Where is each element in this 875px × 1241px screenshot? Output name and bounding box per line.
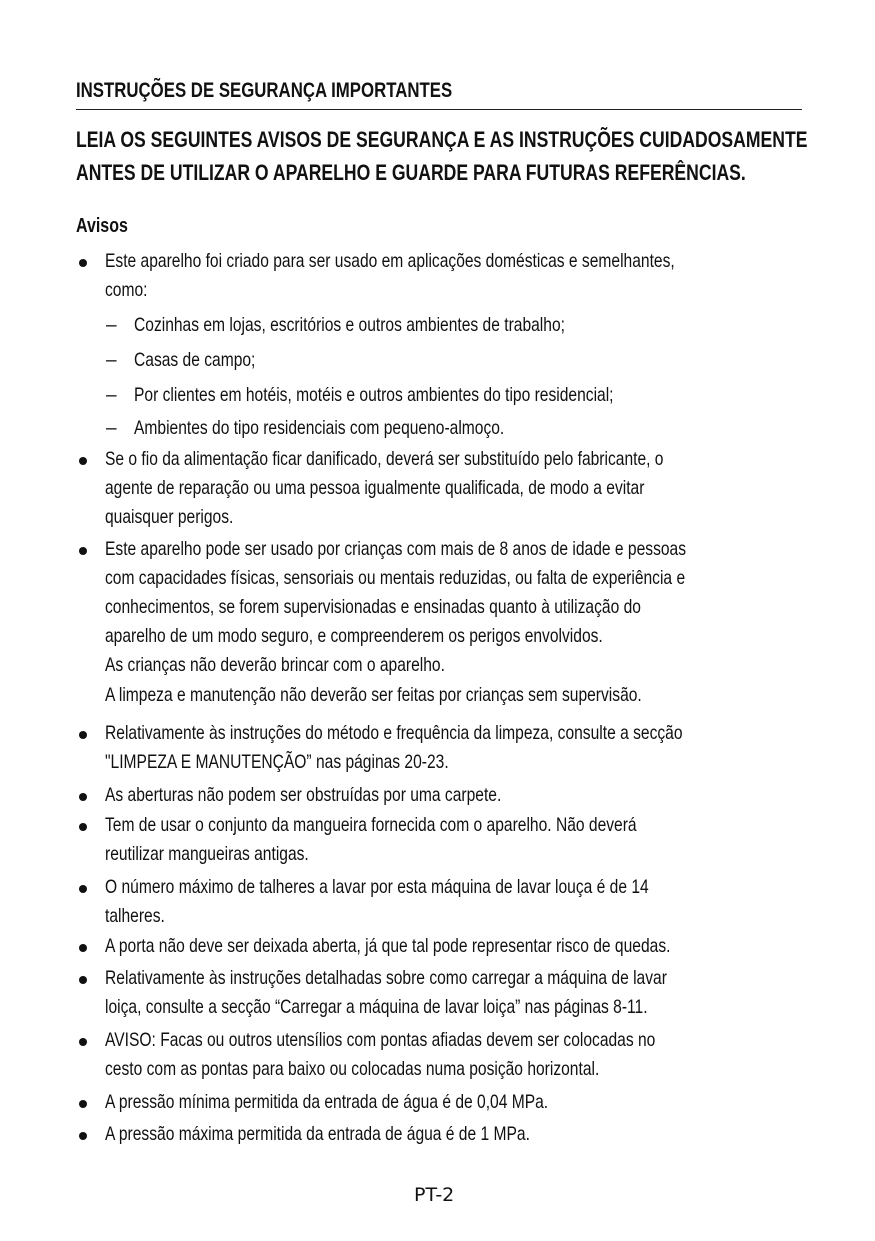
list-item-line: As aberturas não podem ser obstruídas por uma carpete. [105,784,502,806]
page-title: INSTRUÇÕES DE SEGURANÇA IMPORTANTES [76,79,453,102]
intro-line: LEIA OS SEGUINTES AVISOS DE SEGURANÇA E AS INSTRUÇÕES CUIDADOSAMENTE [76,127,808,152]
list-item-line: A porta não deve ser deixada aberta, já que tal pode representar risco de quedas. [105,935,671,957]
bullet-icon [79,793,87,801]
list-item-line: agente de reparação ou uma pessoa igualmente qualificada, de modo a evitar [105,477,645,499]
dash-icon: – [106,418,117,439]
bullet-icon [79,944,87,952]
list-item-line: Relativamente às instruções do método e frequência da limpeza, consulte a secção [105,722,683,744]
dash-icon: – [106,350,117,371]
list-item-line: Relativamente às instruções detalhadas sobre como carregar a máquina de lavar [105,967,667,989]
list-item-line: AVISO: Facas ou outros utensílios com pontas afiadas devem ser colocadas no [105,1029,656,1051]
bullet-icon [79,259,87,267]
bullet-icon [79,823,87,831]
bullet-icon [79,885,87,893]
list-item-line: conhecimentos, se forem supervisionadas e ensinadas quanto à utilização do [105,596,641,618]
page-number: PT-2 [414,1184,455,1206]
list-item-line: Este aparelho foi criado para ser usado em aplicações domésticas e semelhantes, [105,250,675,272]
list-item-line: reutilizar mangueiras antigas. [105,843,309,865]
title-divider [76,109,802,110]
bullet-icon [79,1132,87,1140]
bullet-icon [79,457,87,465]
section-heading: Avisos [76,215,128,237]
dash-icon: – [106,315,117,336]
bullet-icon [79,547,87,555]
list-item-line: talheres. [105,905,165,927]
sub-list-item: Casas de campo; [134,349,256,371]
sub-list-item: Ambientes do tipo residenciais com pequeno-almoço. [134,417,505,439]
list-item-line: A pressão máxima permitida da entrada de água é de 1 MPa. [105,1123,530,1145]
sub-list-item: Cozinhas em lojas, escritórios e outros ambientes de trabalho; [134,314,565,336]
list-item-line: loiça, consulte a secção “Carregar a máquina de lavar loiça” nas páginas 8-11. [105,996,648,1018]
list-item-line: cesto com as pontas para baixo ou colocadas numa posição horizontal. [105,1058,600,1080]
list-item-line: Tem de usar o conjunto da mangueira fornecida com o aparelho. Não deverá [105,814,637,836]
list-item-line: Se o fio da alimentação ficar danificado, deverá ser substituído pelo fabricante, o [105,448,664,470]
list-item-line: As crianças não deverão brincar com o aparelho. [105,654,445,676]
list-item-line: quaisquer perigos. [105,506,234,528]
list-item-line: aparelho de um modo seguro, e compreenderem os perigos envolvidos. [105,625,603,647]
bullet-icon [79,1100,87,1108]
bullet-icon [79,731,87,739]
list-item-line: com capacidades físicas, sensoriais ou mentais reduzidas, ou falta de experiência e [105,567,686,589]
sub-list-item: Por clientes em hotéis, motéis e outros ambientes do tipo residencial; [134,384,614,406]
list-item-line: como: [105,279,148,301]
list-item-line: A pressão mínima permitida da entrada de água é de 0,04 MPa. [105,1091,549,1113]
intro-line: ANTES DE UTILIZAR O APARELHO E GUARDE PARA FUTURAS REFERÊNCIAS. [76,160,746,185]
list-item-line: A limpeza e manutenção não deverão ser feitas por crianças sem supervisão. [105,684,642,706]
dash-icon: – [106,385,117,406]
list-item-line: Este aparelho pode ser usado por crianças com mais de 8 anos de idade e pessoas [105,538,687,560]
list-item-line: "LIMPEZA E MANUTENÇÃO” nas páginas 20-23. [105,751,449,773]
bullet-icon [79,1038,87,1046]
list-item-line: O número máximo de talheres a lavar por esta máquina de lavar louça é de 14 [105,876,649,898]
bullet-icon [79,976,87,984]
